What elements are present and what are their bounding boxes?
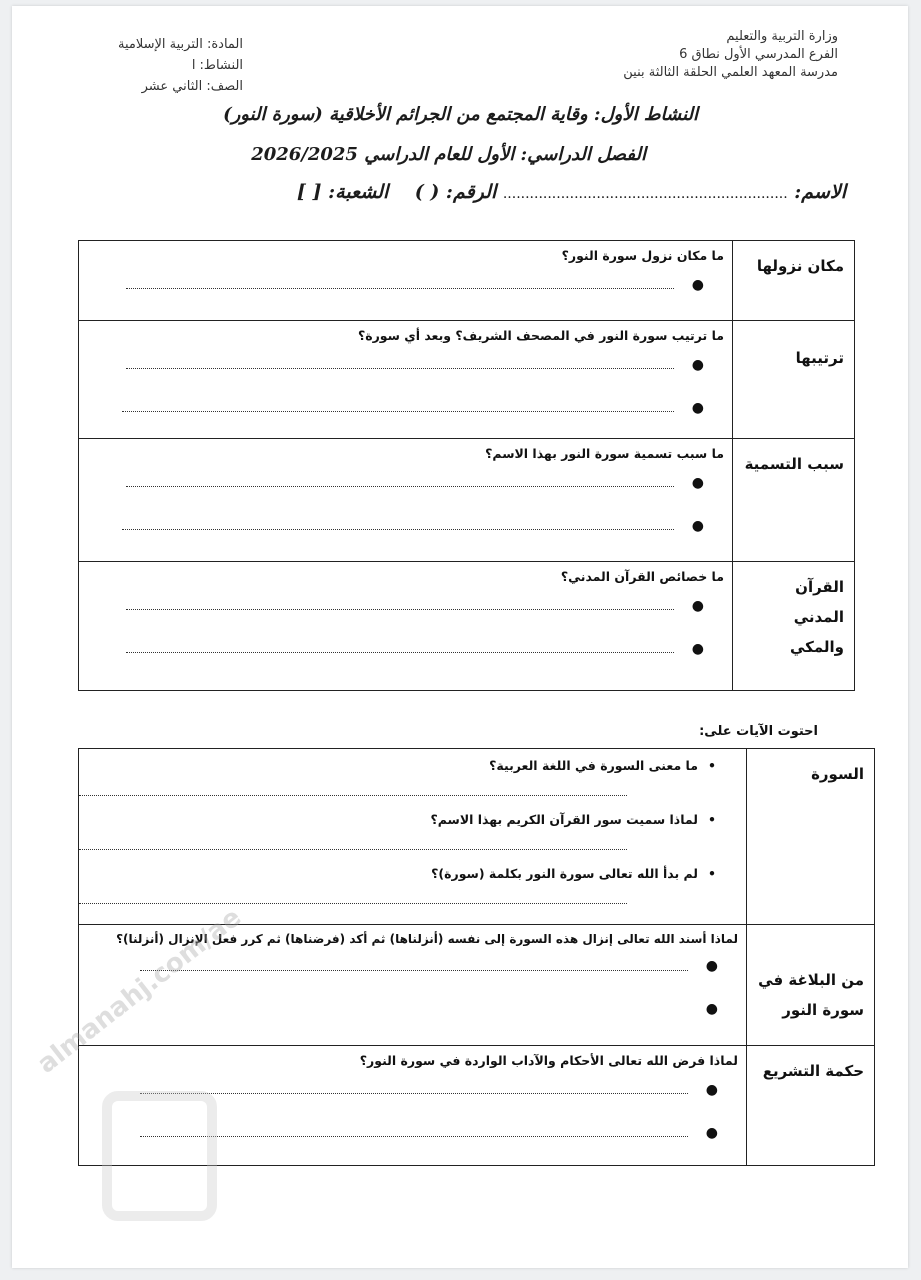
answer-line[interactable] xyxy=(79,461,732,504)
answer-line[interactable] xyxy=(79,504,732,547)
table-row xyxy=(79,562,855,691)
bullet-icon: ● xyxy=(691,276,704,293)
dotted-line xyxy=(140,962,688,971)
bullet-icon: ● xyxy=(705,958,718,974)
worksheet-page xyxy=(12,6,908,1268)
topic-surah: السورة xyxy=(747,749,875,925)
header-line-3: مدرسة المعهد العلمي الحلقة الثالثة بنين xyxy=(623,65,838,80)
header-subject xyxy=(118,34,243,97)
bullet-icon: ● xyxy=(691,640,704,657)
surah-info-table xyxy=(78,240,855,691)
question-text: ما خصائص القرآن المدني؟ xyxy=(560,569,724,584)
topic-legislation-wisdom: حكمة التشريع xyxy=(747,1046,875,1166)
topic-naming-reason: سبب التسمية xyxy=(733,439,855,562)
activity-title: النشاط الأول: وقاية المجتمع من الجرائم الأخلاقية (سورة النور) xyxy=(223,104,698,125)
bullet-question xyxy=(79,749,746,773)
dotted-line xyxy=(126,360,674,369)
answer-cell xyxy=(79,439,733,562)
answer-line[interactable] xyxy=(79,773,746,796)
answer-line[interactable] xyxy=(79,386,732,429)
verses-contained-label: احتوت الآيات على: xyxy=(699,724,818,739)
name-label: الاسم: xyxy=(794,181,846,203)
answer-line[interactable] xyxy=(79,986,746,1032)
dotted-line xyxy=(126,644,674,653)
student-info xyxy=(166,181,846,203)
header-ministry xyxy=(623,28,838,82)
answer-cell xyxy=(79,749,747,925)
answer-line[interactable] xyxy=(79,584,732,627)
subject-line: المادة: التربية الإسلامية xyxy=(118,37,244,52)
answer-cell xyxy=(79,241,733,321)
dotted-line xyxy=(140,1085,688,1094)
dotted-line xyxy=(79,787,627,796)
table-row xyxy=(79,749,875,925)
bullet-icon: ● xyxy=(691,597,704,614)
dotted-line xyxy=(126,478,674,487)
table-row xyxy=(79,321,855,439)
question-text: لماذا أسند الله تعالى إنزال هذه السورة إلى نفسه (أنزلناها) ثم أكد (فرضناها) ثم كرر فعل الإنزال (أنزلنا)؟ xyxy=(116,932,738,946)
answer-cell xyxy=(79,562,733,691)
bullet-icon: • xyxy=(708,758,716,773)
topic-order: ترتيبها xyxy=(733,321,855,439)
question-text: ما معنى السورة في اللغة العربية؟ xyxy=(489,758,698,773)
answer-line[interactable] xyxy=(79,827,746,850)
dotted-line xyxy=(126,601,674,610)
bullet-question xyxy=(79,850,746,881)
topic-madani-makki: القرآن المدني والمكي xyxy=(733,562,855,691)
header-line-1: وزارة التربية والتعليم xyxy=(726,29,838,44)
bullet-icon: ● xyxy=(705,1124,718,1141)
question-text: لم بدأ الله تعالى سورة النور بكلمة (سورة)؟ xyxy=(431,866,698,881)
dotted-line xyxy=(122,403,674,412)
question-text: لماذا فرض الله تعالى الأحكام والآداب الواردة في سورة النور؟ xyxy=(359,1053,738,1068)
bullet-question xyxy=(79,796,746,827)
question-text: ما ترتيب سورة النور في المصحف الشريف؟ وبعد أي سورة؟ xyxy=(357,328,724,343)
bullet-icon: ● xyxy=(691,356,704,373)
answer-line[interactable] xyxy=(79,343,732,386)
answer-line[interactable] xyxy=(79,881,746,904)
bullet-icon: ● xyxy=(705,1081,718,1098)
question-text: ما سبب تسمية سورة النور بهذا الاسم؟ xyxy=(485,446,724,461)
dotted-line xyxy=(79,895,627,904)
name-field[interactable]: ................................................................ xyxy=(502,186,788,202)
watermark-logo-icon xyxy=(102,1091,217,1221)
table-row xyxy=(79,241,855,321)
answer-line[interactable] xyxy=(79,263,732,306)
header-line-2: الفرع المدرسي الأول نطاق 6 xyxy=(679,47,838,62)
bullet-icon: • xyxy=(708,812,716,827)
question-text: لماذا سميت سور القرآن الكريم بهذا الاسم؟ xyxy=(430,812,698,827)
watermark-text: almanahj.com/ae xyxy=(32,902,248,1080)
grade-line: الصف: الثاني عشر xyxy=(141,79,244,94)
answer-line[interactable] xyxy=(79,627,732,670)
number-label[interactable]: الرقم: ( ) xyxy=(414,181,497,203)
bullet-icon: ● xyxy=(691,399,704,416)
answer-cell xyxy=(79,321,733,439)
table-row xyxy=(79,439,855,562)
bullet-icon: ● xyxy=(691,517,704,534)
dotted-line xyxy=(126,280,674,289)
dotted-line xyxy=(122,521,674,530)
dotted-line xyxy=(140,1128,688,1137)
bullet-icon: • xyxy=(708,866,716,881)
topic-balagha: من البلاغة في سورة النور xyxy=(747,925,875,1046)
question-text: ما مكان نزول سورة النور؟ xyxy=(561,248,724,263)
bullet-icon: ● xyxy=(705,1001,718,1017)
bullet-icon: ● xyxy=(691,474,704,491)
section-label[interactable]: الشعبة: [ ] xyxy=(296,181,389,203)
topic-revelation-place: مكان نزولها xyxy=(733,241,855,321)
term-title: الفصل الدراسي: الأول للعام الدراسي 2026/2025 xyxy=(251,144,646,165)
activity-line: النشاط: ا xyxy=(191,58,244,73)
dotted-line xyxy=(79,841,627,850)
